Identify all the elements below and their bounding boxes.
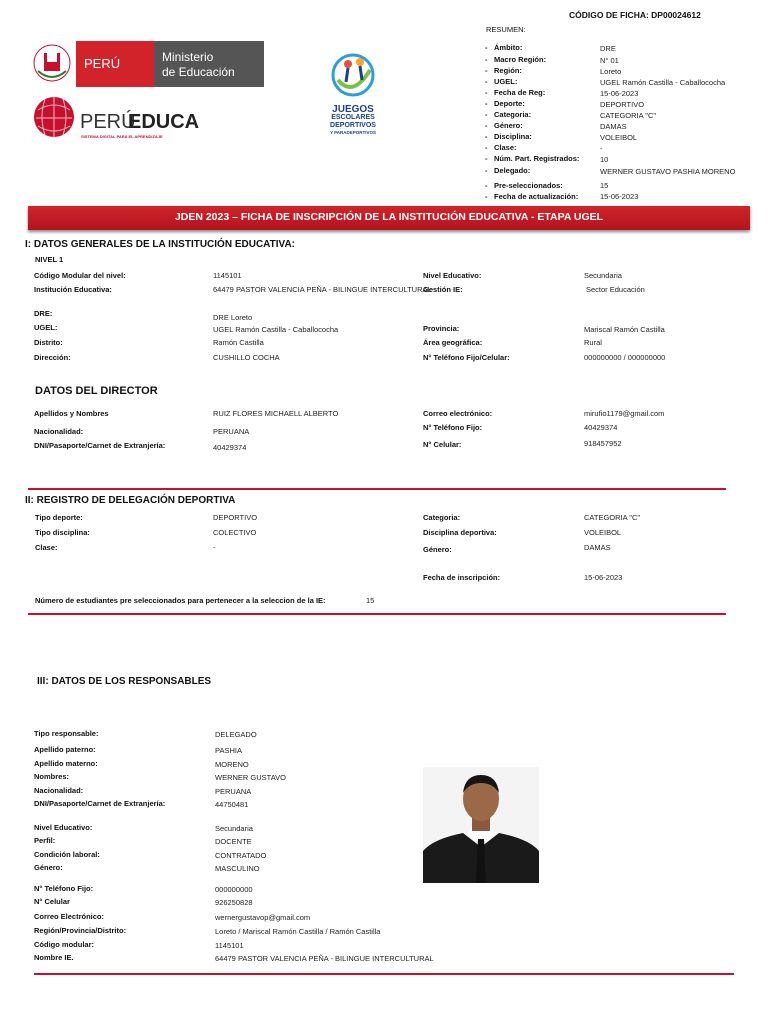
responsable-value: MORENO — [215, 760, 249, 769]
director-celular-label: N° Celular: — [423, 440, 462, 449]
summary-label: UGEL: — [494, 77, 518, 86]
summary-value: VOLEIBOL — [600, 133, 638, 142]
responsable-label: N° Teléfono Fijo: — [34, 884, 94, 893]
summary-label: Núm. Part. Registrados: — [494, 154, 580, 163]
ugel-value: UGEL Ramón Castilla - Caballococha — [213, 325, 339, 334]
responsable-value: 926250828 — [215, 898, 253, 907]
director-celular-value: 918457952 — [584, 439, 622, 448]
summary-value: N° 01 — [600, 56, 619, 65]
director-dni-value: 40429374 — [213, 443, 247, 452]
summary-value: DAMAS — [600, 122, 627, 131]
responsable-label: Correo Electrónico: — [34, 912, 105, 921]
numero-estudiantes-label: Número de estudiantes pre seleccionados para pertenecer a la seleccion de la IE: — [35, 596, 326, 605]
summary-value: 15 — [600, 181, 609, 190]
ministry-line1: Ministerio — [162, 50, 214, 64]
numero-estudiantes-value: 15 — [366, 596, 375, 605]
summary-bullet: - — [485, 88, 488, 97]
fecha-inscripcion-label: Fecha de inscripción: — [423, 573, 501, 582]
summary-bullet: - — [485, 55, 488, 64]
responsable-label: Código modular: — [34, 940, 94, 949]
section2-title: II: REGISTRO DE DELEGACIÓN DEPORTIVA — [25, 495, 236, 506]
summary-label: Clase: — [494, 143, 517, 152]
responsable-value: MASCULINO — [215, 864, 260, 873]
divider-3 — [34, 973, 734, 975]
clase-value: - — [213, 543, 216, 552]
summary-value: - — [600, 144, 603, 153]
summary-bullet: - — [485, 154, 488, 163]
athletes-icon — [328, 50, 378, 100]
responsable-label: Género: — [34, 863, 63, 872]
director-telfijo-label: N° Teléfono Fijo: — [423, 423, 483, 432]
tipo-deporte-label: Tipo deporte: — [35, 513, 83, 522]
summary-value: WERNER GUSTAVO PASHIA MORENO — [600, 167, 736, 176]
delegate-photo — [423, 767, 539, 883]
summary-label: Pre-seleccionados: — [494, 181, 563, 190]
clase-label: Clase: — [35, 543, 58, 552]
summary-value: DEPORTIVO — [600, 100, 645, 109]
tipo-disciplina-label: Tipo disciplina: — [35, 528, 90, 537]
summary-bullet: - — [485, 121, 488, 130]
perueduca-logo — [33, 96, 200, 142]
summary-label: Macro Región: — [494, 55, 547, 64]
genero-value: DAMAS — [584, 543, 611, 552]
gestion-label: Gestión IE: — [423, 285, 463, 294]
responsable-value: DOCENTE — [215, 837, 252, 846]
institucion-value: 64479 PASTOR VALENCIA PEÑA - BILINGUE INTERCULTURAL — [213, 285, 432, 294]
responsable-label: Apellido paterno: — [34, 745, 96, 754]
juegos-l1: JUEGOS — [332, 104, 374, 115]
summary-label: Disciplina: — [494, 132, 532, 141]
director-telfijo-value: 40429374 — [584, 423, 618, 432]
disciplina-label: Disciplina deportiva: — [423, 528, 497, 537]
banner — [28, 206, 750, 230]
director-correo-label: Correo electrónico: — [423, 409, 493, 418]
responsable-value: 1145101 — [215, 941, 244, 950]
responsable-label: Nombre IE. — [34, 953, 74, 962]
nivel-label: NIVEL 1 — [35, 255, 64, 264]
responsable-value: CONTRATADO — [215, 851, 267, 860]
ministry-grey-block — [154, 41, 264, 87]
summary-bullet: - — [485, 143, 488, 152]
responsable-value: 64479 PASTOR VALENCIA PEÑA - BILINGUE INTERCULTURAL — [215, 954, 434, 963]
juegos-escolares-logo — [320, 50, 386, 142]
responsable-value: wernergustavop@gmail.com — [215, 913, 311, 922]
codigo-modular-value: 1145101 — [213, 271, 242, 280]
summary-value: 10 — [600, 155, 609, 164]
responsable-value: Loreto / Mariscal Ramón Castilla / Ramón Castilla — [215, 927, 381, 936]
summary-value: 15-06-2023 — [600, 192, 639, 201]
responsable-value: 000000000 — [215, 885, 253, 894]
responsable-label: Perfil: — [34, 836, 56, 845]
director-nacionalidad-label: Nacionalidad: — [34, 427, 84, 436]
summary-label: Ámbito: — [494, 43, 523, 52]
responsable-label: N° Celular — [34, 897, 70, 906]
responsable-value: PERUANA — [215, 787, 252, 796]
fecha-inscripcion-value: 15-06-2023 — [584, 573, 623, 582]
area-value: Rural — [584, 338, 602, 347]
summary-label: Deporte: — [494, 99, 525, 108]
provincia-label: Provincia: — [423, 324, 460, 333]
direccion-value: CUSHILLO COCHA — [213, 353, 280, 362]
responsable-value: DELEGADO — [215, 730, 257, 739]
summary-bullet: - — [485, 43, 488, 52]
director-title: DATOS DEL DIRECTOR — [35, 385, 158, 397]
resumen-label: RESUMEN: — [486, 25, 526, 34]
summary-value: Loreto — [600, 67, 622, 76]
responsable-label: Tipo responsable: — [34, 729, 99, 738]
responsable-value: 44750481 — [215, 800, 249, 809]
responsable-label: Nombres: — [34, 772, 70, 781]
juegos-l2: ESCOLARES — [331, 114, 375, 121]
categoria-label: Categoria: — [423, 513, 461, 522]
gestion-value: Sector Educación — [586, 285, 645, 294]
summary-bullet: - — [485, 66, 488, 75]
institucion-label: Institución Educativa: — [34, 285, 112, 294]
director-correo-value: mirufio1179@gmail.com — [584, 409, 665, 418]
responsable-label: Nacionalidad: — [34, 786, 84, 795]
dre-value: DRE Loreto — [213, 313, 253, 322]
nivel-educativo-label: Nivel Educativo: — [423, 271, 482, 280]
juegos-l3: DEPORTIVOS — [330, 122, 376, 129]
peru-text: PERÚ — [84, 56, 121, 71]
categoria-value: CATEGORIA "C" — [584, 513, 641, 522]
summary-value: DRE — [600, 44, 616, 53]
provincia-value: Mariscal Ramón Castilla — [584, 325, 665, 334]
responsable-value: Secundaria — [215, 824, 253, 833]
summary-bullet: - — [485, 166, 488, 175]
director-nombres-label: Apellidos y Nombres — [34, 409, 109, 418]
tipo-deporte-value: DEPORTIVO — [213, 513, 258, 522]
director-nombres-value: RUIZ FLORES MICHAELL ALBERTO — [213, 409, 339, 418]
genero-label: Género: — [423, 545, 452, 554]
banner-title: JDEN 2023 – FICHA DE INSCRIPCIÓN DE LA INSTITUCIÓN EDUCATIVA - ETAPA UGEL — [174, 211, 604, 223]
disciplina-value: VOLEIBOL — [584, 528, 622, 537]
responsable-value: PASHIA — [215, 746, 242, 755]
summary-bullet: - — [485, 192, 488, 201]
dre-label: DRE: — [34, 309, 53, 318]
responsable-label: Apellido materno: — [34, 759, 98, 768]
nivel-educativo-value: Secundaria — [584, 271, 622, 280]
perueduca-educa: EDUCA — [128, 111, 200, 133]
director-nacionalidad-value: PERUANA — [213, 427, 250, 436]
summary-label: Región: — [494, 66, 522, 75]
distrito-label: Distrito: — [34, 338, 63, 347]
summary-value: UGEL Ramón Castilla - Caballococha — [600, 78, 726, 87]
peru-coat-of-arms-icon — [30, 41, 74, 87]
juegos-l4: Y PARADEPORTIVOS — [329, 130, 377, 135]
director-dni-label: DNI/Pasaporte/Carnet de Extranjería: — [34, 441, 166, 450]
ficha-code: CÓDIGO DE FICHA: DP00024612 — [569, 10, 701, 20]
summary-bullet: - — [485, 181, 488, 190]
summary-bullet: - — [485, 99, 488, 108]
summary-value: 15-06-2023 — [600, 89, 639, 98]
ugel-label: UGEL: — [34, 323, 58, 332]
divider-2 — [28, 613, 726, 615]
summary-value: CATEGORIA "C" — [600, 111, 657, 120]
telefono-label: N° Teléfono Fijo/Celular: — [423, 353, 510, 362]
divider-1 — [28, 488, 726, 490]
summary-bullet: - — [485, 110, 488, 119]
responsable-label: Región/Provincia/Distrito: — [34, 926, 127, 935]
responsable-label: DNI/Pasaporte/Carnet de Extranjería: — [34, 799, 166, 808]
section3-title: III: DATOS DE LOS RESPONSABLES — [37, 676, 212, 687]
summary-label: Fecha de actualización: — [494, 192, 579, 201]
minedu-logo — [30, 41, 264, 87]
telefono-value: 000000000 / 000000000 — [584, 353, 666, 362]
summary-label: Categoria: — [494, 110, 532, 119]
area-label: Área geográfica: — [423, 338, 483, 347]
responsable-label: Condición laboral: — [34, 850, 100, 859]
perueduca-peru: PERÚ — [80, 111, 136, 133]
distrito-value: Ramón Castilla — [213, 338, 264, 347]
responsable-value: WERNER GUSTAVO — [215, 773, 286, 782]
summary-bullet: - — [485, 132, 488, 141]
peru-red-block — [76, 41, 154, 87]
globe-icon — [33, 96, 75, 138]
section1-title: I: DATOS GENERALES DE LA INSTITUCIÓN EDUCATIVA: — [25, 239, 296, 250]
responsable-label: Nivel Educativo: — [34, 823, 93, 832]
summary-label: Género: — [494, 121, 523, 130]
summary-label: Fecha de Reg: — [494, 88, 546, 97]
summary-label: Delegado: — [494, 166, 531, 175]
perueduca-tagline: SISTEMA DIGITAL PARA EL APRENDIZAJE — [81, 134, 163, 139]
summary-bullet: - — [485, 77, 488, 86]
codigo-modular-label: Código Modular del nivel: — [34, 271, 126, 280]
ministry-line2: de Educación — [162, 65, 235, 79]
tipo-disciplina-value: COLECTIVO — [213, 528, 257, 537]
direccion-label: Dirección: — [34, 353, 71, 362]
